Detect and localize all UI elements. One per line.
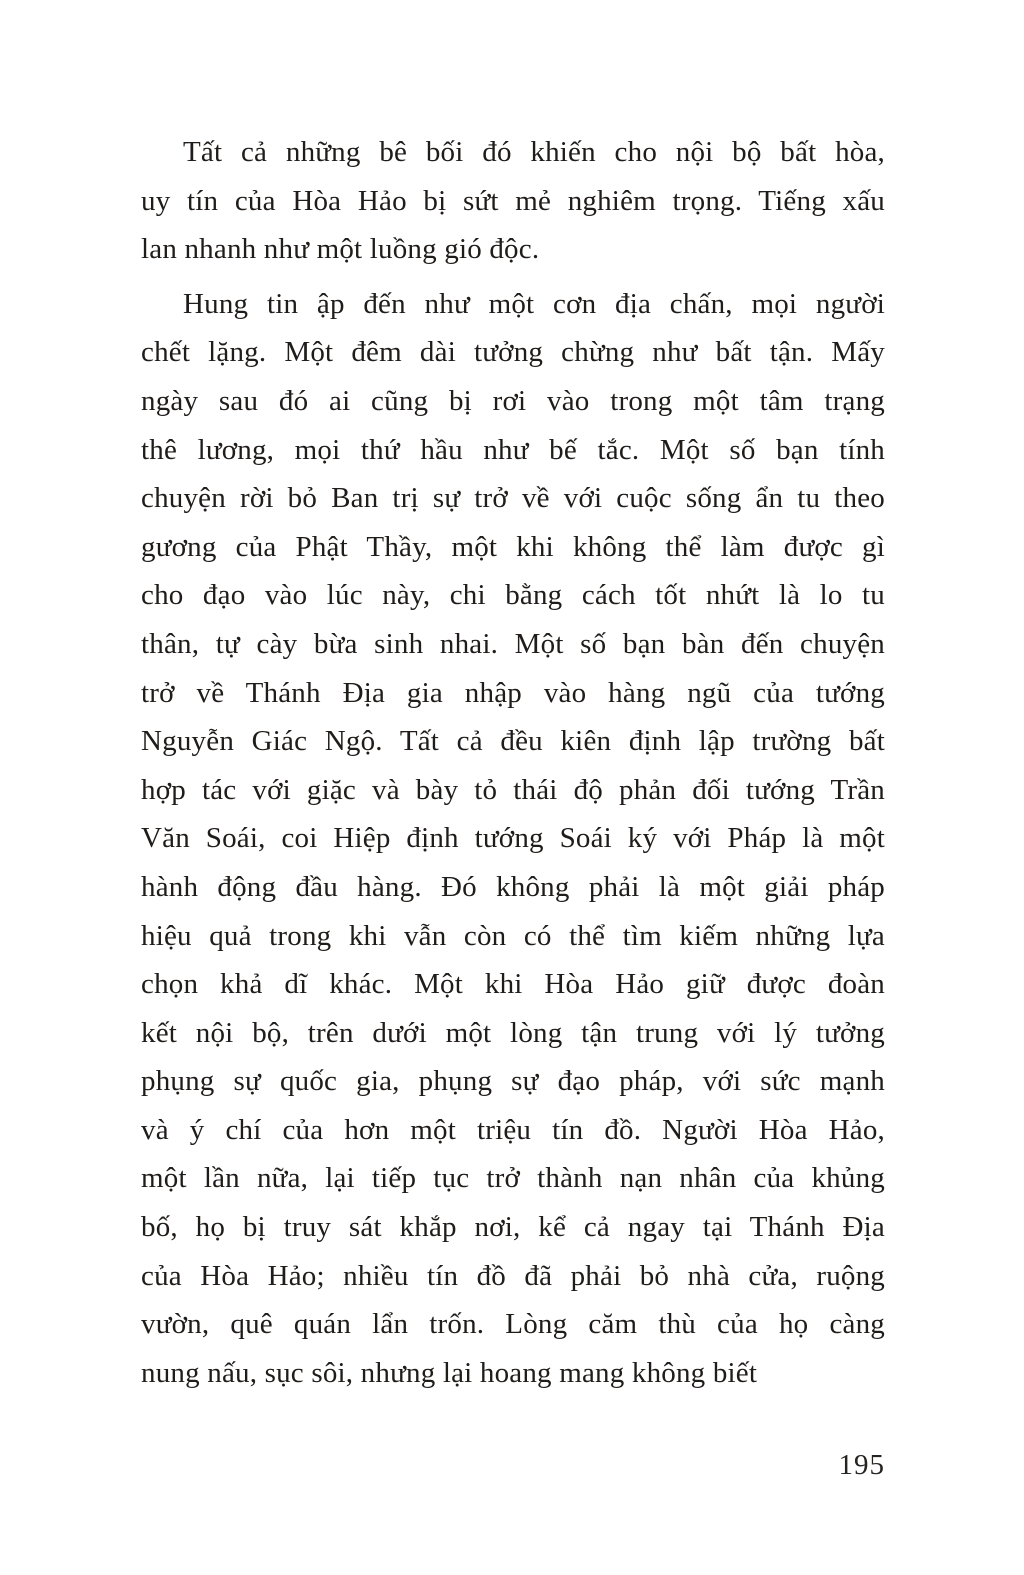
text-line: thê lương, mọi thứ hầu như bế tắc. Một số bạn tính <box>141 433 885 466</box>
text-line: gương của Phật Thầy, một khi không thể làm được gì <box>141 530 885 563</box>
text-line: hành động đầu hàng. Đó không phải là một giải pháp <box>141 870 885 903</box>
paragraph-1 <box>141 128 885 274</box>
page-number: 195 <box>838 1449 885 1481</box>
text-line: vườn, quê quán lẩn trốn. Lòng căm thù của họ càng <box>141 1308 885 1341</box>
text-line: hiệu quả trong khi vẫn còn có thể tìm kiếm những lựa <box>141 919 885 952</box>
text-line: phụng sự quốc gia, phụng sự đạo pháp, với sức mạnh <box>141 1065 885 1098</box>
text-line: thân, tự cày bừa sinh nhai. Một số bạn bàn đến chuyện <box>141 627 885 660</box>
text-line: Văn Soái, coi Hiệp định tướng Soái ký với Pháp là một <box>141 822 885 855</box>
text-line: uy tín của Hòa Hảo bị sứt mẻ nghiêm trọng. Tiếng xấu <box>141 184 885 217</box>
text-line: Nguyễn Giác Ngộ. Tất cả đều kiên định lập trường bất <box>141 725 885 758</box>
text-line: nung nấu, sục sôi, nhưng lại hoang mang không biết <box>141 1356 758 1389</box>
text-line: chuyện rời bỏ Ban trị sự trở về với cuộc sống ẩn tu theo <box>141 482 885 515</box>
text-line: một lần nữa, lại tiếp tục trở thành nạn nhân của khủng <box>141 1162 885 1195</box>
text-line: lan nhanh như một luồng gió độc. <box>141 233 540 266</box>
text-line: chọn khả dĩ khác. Một khi Hòa Hảo giữ được đoàn <box>141 968 885 1001</box>
text-line: ngày sau đó ai cũng bị rơi vào trong một tâm trạng <box>141 384 885 417</box>
text-line: và ý chí của hơn một triệu tín đồ. Người Hòa Hảo, <box>141 1113 885 1146</box>
text-line: Hung tin ập đến như một cơn địa chấn, mọi người <box>183 287 885 320</box>
text-line: cho đạo vào lúc này, chi bằng cách tốt nhứt là lo tu <box>141 579 885 612</box>
text-line: kết nội bộ, trên dưới một lòng tận trung với lý tưởng <box>141 1016 885 1049</box>
text-line: chết lặng. Một đêm dài tưởng chừng như bất tận. Mấy <box>141 336 885 369</box>
text-line: trở về Thánh Địa gia nhập vào hàng ngũ của tướng <box>141 676 885 709</box>
paragraph-2 <box>141 280 885 1398</box>
text-line: bố, họ bị truy sát khắp nơi, kể cả ngay tại Thánh Địa <box>141 1211 885 1244</box>
text-line: Tất cả những bê bối đó khiến cho nội bộ bất hòa, <box>183 136 885 168</box>
text-line: của Hòa Hảo; nhiều tín đồ đã phải bỏ nhà cửa, ruộng <box>141 1259 885 1292</box>
text-line: hợp tác với giặc và bày tỏ thái độ phản đối tướng Trần <box>141 773 885 806</box>
body-text <box>141 128 885 1397</box>
